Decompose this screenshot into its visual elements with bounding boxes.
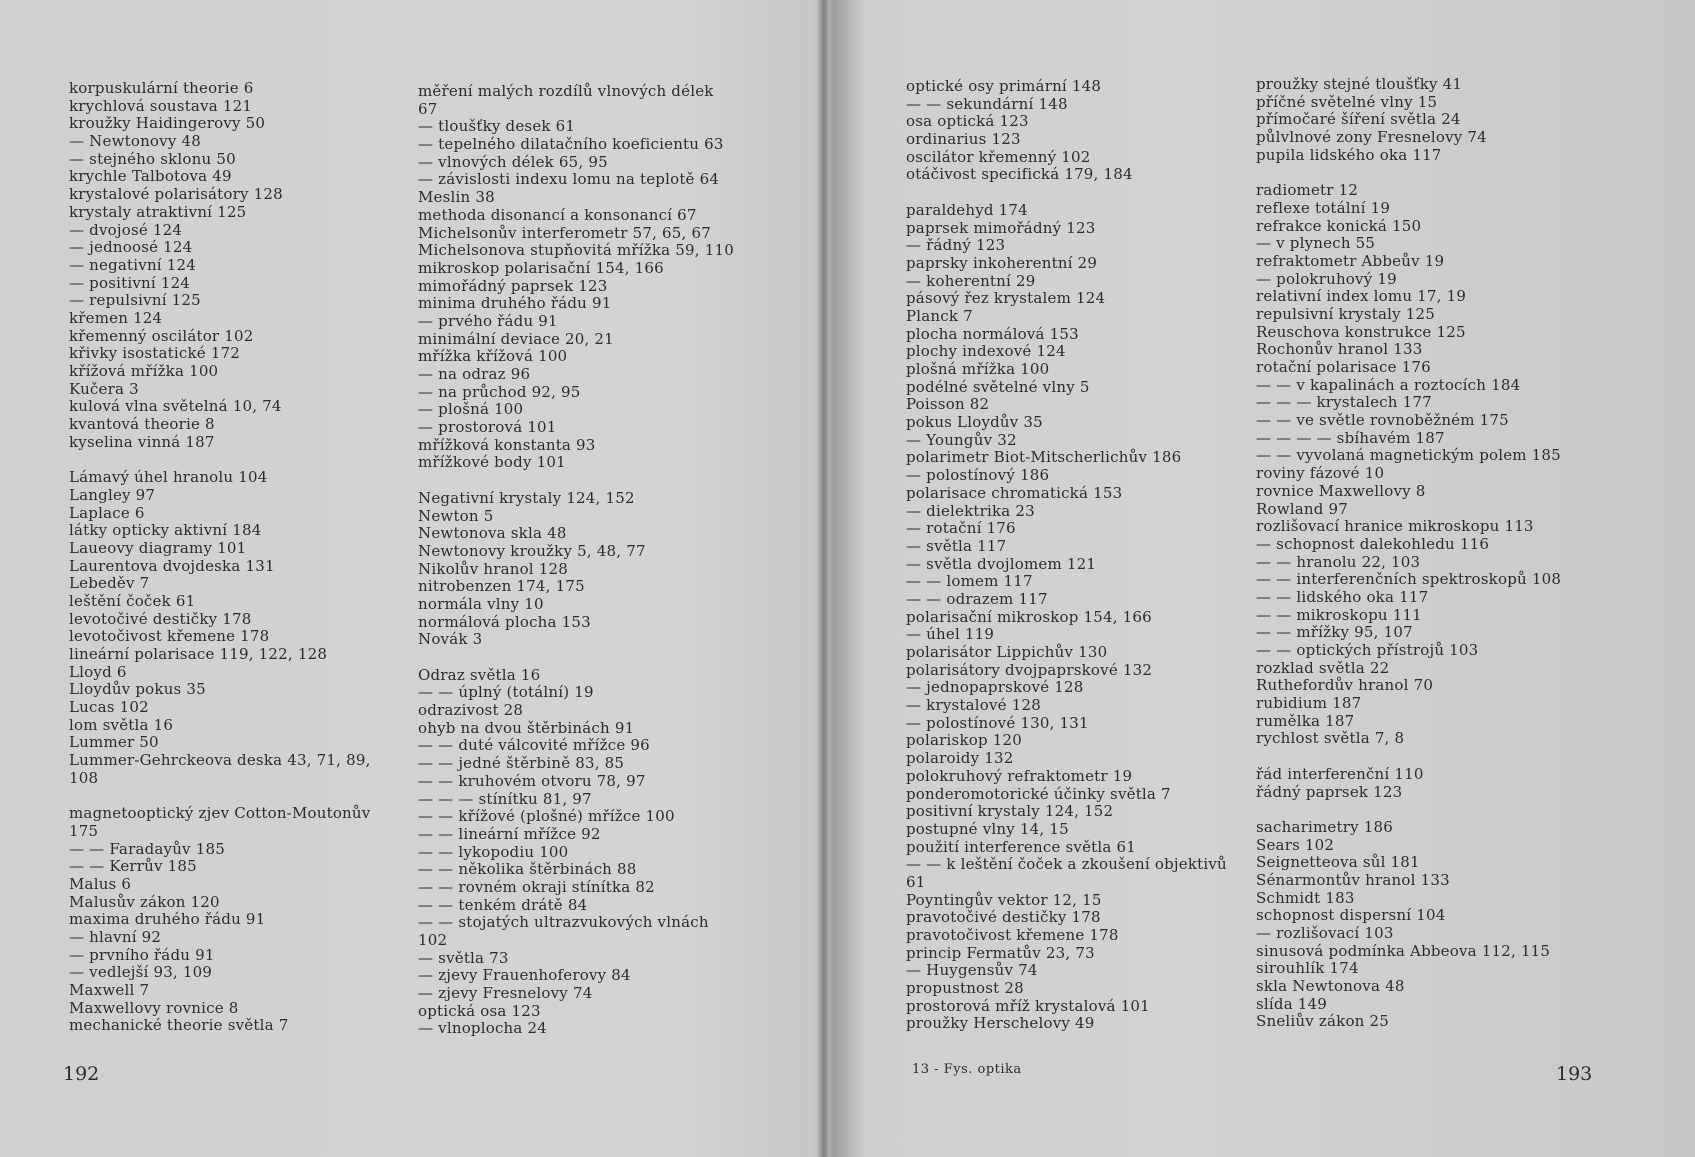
index-entry: Odraz světla 16 <box>418 665 541 684</box>
index-entry: rychlost světla 7, 8 <box>1256 729 1405 748</box>
index-entry: krystaly atraktivní 125 <box>69 202 247 221</box>
index-gap <box>1256 164 1561 182</box>
index-entry: — dielektrika 23 <box>906 501 1035 520</box>
index-entry: — schopnost dalekohledu 116 <box>1256 534 1490 553</box>
index-entry: minima druhého řádu 91 <box>418 294 612 313</box>
index-entry: — — interferenčních spektroskopů 108 <box>1256 570 1562 589</box>
index-entry: skla Newtonova 48 <box>1256 977 1405 996</box>
index-entry: Ruthefordův hranol 70 <box>1256 676 1434 695</box>
index-entry: normálová plocha 153 <box>418 612 591 631</box>
index-entry: rovnice Maxwellovy 8 <box>1256 481 1426 500</box>
index-entry: mřížka křížová 100 <box>418 347 568 366</box>
index-entry: použití interference světla 61 <box>906 837 1136 856</box>
index-entry: lom světla 16 <box>69 715 174 734</box>
index-entry: pokus Lloydův 35 <box>906 413 1043 432</box>
index-gap <box>906 184 1227 202</box>
index-entry: polarisační mikroskop 154, 166 <box>906 607 1152 626</box>
index-entry: Newtonovy kroužky 5, 48, 77 <box>418 541 646 560</box>
index-entry: Planck 7 <box>906 306 973 325</box>
index-entry: Maxwellovy rovnice 8 <box>69 998 239 1017</box>
index-entry: Laurentova dvojdeska 131 <box>69 556 275 575</box>
index-entry: Poisson 82 <box>906 395 990 414</box>
index-entry: pupila lidského oka 117 <box>1256 145 1442 164</box>
index-entry: — rozlišovací 103 <box>1256 924 1394 942</box>
index-entry: — polostínový 186 <box>906 466 1050 485</box>
index-entry: pásový řez krystalem 124 <box>906 289 1106 308</box>
index-entry: krychlová soustava 121 <box>69 96 253 115</box>
index-entry: — jednopaprskové 128 <box>906 678 1084 697</box>
index-entry: Langley 97 <box>69 485 156 504</box>
index-entry: ordinarius 123 <box>906 130 1021 149</box>
index-entry: — světla dvojlomem 121 <box>906 554 1097 573</box>
index-entry: princip Fermatův 23, 73 <box>906 943 1095 962</box>
index-entry: Negativní krystaly 124, 152 <box>418 488 635 507</box>
index-entry: Malusův zákon 120 <box>69 892 220 911</box>
right-page-number: 193 <box>1556 1063 1593 1085</box>
index-entry: korpuskulární theorie 6 <box>69 79 254 97</box>
index-entry: — polokruhový 19 <box>1256 269 1397 288</box>
index-entry: — dvojosé 124 <box>69 220 183 239</box>
index-entry: — — tenkém drátě 84 <box>418 895 588 914</box>
index-entry: — vlnových délek 65, 95 <box>418 152 608 171</box>
index-entry: Newtonova skla 48 <box>418 524 567 543</box>
index-entry: přímočaré šíření světla 24 <box>1256 110 1461 129</box>
index-entry: plochy indexové 124 <box>906 342 1066 361</box>
index-entry: — úhel 119 <box>906 625 995 644</box>
index-entry: — řádný 123 <box>906 236 1006 255</box>
book-gutter <box>818 0 830 1157</box>
index-entry: — — křížové (plošné) mřížce 100 <box>418 807 675 826</box>
index-gap <box>1256 801 1561 819</box>
index-entry: podélné světelné vlny 5 <box>906 377 1090 396</box>
index-entry: — — optických přístrojů 103 <box>1256 641 1479 659</box>
index-entry: — na průchod 92, 95 <box>418 382 581 401</box>
index-entry: — závislosti indexu lomu na teplotě 64 <box>418 170 720 189</box>
index-entry: — — lineární mřížce 92 <box>418 824 601 843</box>
index-entry: Meslin 38 <box>418 188 495 207</box>
index-entry: Malus 6 <box>69 874 132 893</box>
index-entry: rozklad světla 22 <box>1256 658 1390 677</box>
index-entry: — vlnoplocha 24 <box>418 1019 548 1038</box>
index-entry: kulová vlna světelná 10, 74 <box>69 397 282 416</box>
index-entry: normála vlny 10 <box>418 594 544 613</box>
index-gap <box>69 788 371 806</box>
index-entry: — hlavní 92 <box>69 928 162 946</box>
index-entry: polarisátory dvojpaprskové 132 <box>906 660 1153 679</box>
index-entry: mřížková konstanta 93 <box>418 435 596 454</box>
index-entry: postupné vlny 14, 15 <box>906 819 1069 838</box>
index-entry: polaroidy 132 <box>906 749 1014 768</box>
index-entry: prostorová mříž krystalová 101 <box>906 996 1150 1015</box>
index-entry: positivní krystaly 124, 152 <box>906 802 1114 821</box>
index-entry: Lloydův pokus 35 <box>69 680 206 699</box>
index-entry: Poyntingův vektor 12, 15 <box>906 890 1102 909</box>
index-entry: — tepelného dilatačního koeficientu 63 <box>418 135 724 154</box>
index-entry: Lummer-Gehrckeova deska 43, 71, 89, <box>69 751 371 770</box>
index-entry: polokruhový refraktometr 19 <box>906 766 1133 785</box>
right-page-footer: 13 - Fys. optika <box>912 1062 1022 1077</box>
index-entry: Rowland 97 <box>1256 499 1349 518</box>
index-entry: — — k leštění čoček a zkoušení objektivů <box>906 855 1227 874</box>
index-entry: — prvního řádu 91 <box>69 945 215 964</box>
index-entry: — repulsivní 125 <box>69 291 201 310</box>
index-entry: kvantová theorie 8 <box>69 415 215 434</box>
index-entry: methoda disonancí a konsonancí 67 <box>418 205 697 224</box>
index-entry: magnetooptický zjev Cotton-Moutonův <box>69 804 371 823</box>
index-entry: krystalové polarisátory 128 <box>69 185 283 204</box>
index-entry: — — ve světle rovnoběžném 175 <box>1256 411 1509 430</box>
index-entry: — — sekundární 148 <box>906 94 1068 113</box>
index-entry: — vedlejší 93, 109 <box>69 963 213 982</box>
index-entry: — prostorová 101 <box>418 418 557 437</box>
index-entry: — zjevy Fresnelovy 74 <box>418 984 593 1003</box>
index-entry: radiometr 12 <box>1256 181 1359 200</box>
index-entry: — — duté válcovité mřížce 96 <box>418 736 650 755</box>
index-entry: — světla 117 <box>906 536 1007 555</box>
index-entry: křížová mřížka 100 <box>69 362 219 380</box>
index-entry: — krystalové 128 <box>906 696 1041 715</box>
index-entry: pravotočivost křemene 178 <box>906 926 1119 944</box>
index-entry: otáčivost specifická 179, 184 <box>906 165 1133 184</box>
index-entry: ohyb na dvou štěrbinách 91 <box>418 718 635 737</box>
index-column-1 <box>69 80 371 1035</box>
index-entry: Sénarmontův hranol 133 <box>1256 870 1450 889</box>
index-entry: sacharimetry 186 <box>1256 817 1393 836</box>
index-entry: křemenný oscilátor 102 <box>69 326 254 345</box>
index-entry: reflexe totální 19 <box>1256 198 1391 217</box>
index-entry: — světla 73 <box>418 948 509 967</box>
index-entry: Laplace 6 <box>69 503 145 522</box>
index-entry: kroužky Haidingerovy 50 <box>69 114 266 133</box>
index-entry: — prvého řádu 91 <box>418 311 558 330</box>
index-entry: nitrobenzen 174, 175 <box>418 577 585 596</box>
index-entry: — Newtonovy 48 <box>69 132 201 151</box>
index-entry: sirouhlík 174 <box>1256 959 1359 978</box>
index-entry: — na odraz 96 <box>418 365 531 383</box>
index-entry: — Youngův 32 <box>906 430 1017 449</box>
index-column-2 <box>418 83 734 1038</box>
index-entry: polarisátor Lippichův 130 <box>906 643 1108 661</box>
index-entry: osa optická 123 <box>906 112 1029 131</box>
index-entry: rozlišovací hranice mikroskopu 113 <box>1256 517 1534 536</box>
index-entry: Lucas 102 <box>69 698 149 717</box>
index-entry: příčné světelné vlny 15 <box>1256 92 1438 111</box>
index-entry: — — lomem 117 <box>906 572 1033 591</box>
index-entry: — — lykopodiu 100 <box>418 842 569 861</box>
index-entry: mechanické theorie světla 7 <box>69 1016 289 1035</box>
index-entry: levotočivost křemene 178 <box>69 627 270 646</box>
index-entry: plocha normálová 153 <box>906 324 1079 343</box>
index-entry: 102 <box>418 931 448 949</box>
index-entry: Sneliův zákon 25 <box>1256 1012 1389 1031</box>
index-entry: — polostínové 130, 131 <box>906 713 1089 732</box>
index-entry: — Huygensův 74 <box>906 961 1038 980</box>
index-entry: — — mřížky 95, 107 <box>1256 623 1413 642</box>
index-entry: mikroskop polarisační 154, 166 <box>418 258 664 277</box>
index-entry: rubidium 187 <box>1256 694 1362 713</box>
index-entry: — — — krystalech 177 <box>1256 393 1432 412</box>
index-entry: — v plynech 55 <box>1256 234 1376 253</box>
index-entry: — koherentní 29 <box>906 271 1036 290</box>
index-entry: Sears 102 <box>1256 835 1335 854</box>
index-entry: měření malých rozdílů vlnových délek <box>418 82 714 100</box>
index-entry: řád interferenční 110 <box>1256 764 1424 783</box>
index-entry: Lámavý úhel hranolu 104 <box>69 468 268 487</box>
index-entry: — — — — sbíhavém 187 <box>1256 428 1445 447</box>
index-entry: leštění čoček 61 <box>69 591 196 610</box>
index-entry: 175 <box>69 821 99 840</box>
index-entry: — rotační 176 <box>906 519 1016 538</box>
index-entry: refraktometr Abbeův 19 <box>1256 251 1445 270</box>
index-entry: rumělka 187 <box>1256 711 1355 730</box>
index-entry: repulsivní krystaly 125 <box>1256 304 1435 323</box>
index-entry: minimální deviace 20, 21 <box>418 329 614 348</box>
index-entry: Nikolův hranol 128 <box>418 559 569 578</box>
index-entry: Novák 3 <box>418 630 483 649</box>
index-entry: — — odrazem 117 <box>906 589 1048 608</box>
index-entry: 61 <box>906 872 926 891</box>
index-gap <box>1256 748 1561 766</box>
index-column-3 <box>906 78 1227 1033</box>
index-entry: slída 149 <box>1256 994 1328 1013</box>
index-entry: — — kruhovém otvoru 78, 97 <box>418 771 646 790</box>
index-entry: propustnost 28 <box>906 979 1024 998</box>
index-entry: Rochonův hranol 133 <box>1256 340 1423 359</box>
index-entry: proužky Herschelovy 49 <box>906 1014 1095 1033</box>
index-entry: paprsky inkoherentní 29 <box>906 253 1098 272</box>
index-entry: — tloušťky desek 61 <box>418 117 576 136</box>
index-entry: — — lidského oka 117 <box>1256 587 1429 606</box>
index-entry: plošná mřížka 100 <box>906 360 1050 378</box>
index-entry: optické osy primární 148 <box>906 77 1102 95</box>
index-entry: — positivní 124 <box>69 273 191 292</box>
index-entry: — — úplný (totální) 19 <box>418 683 594 702</box>
index-entry: — — v kapalinách a roztocích 184 <box>1256 375 1521 394</box>
index-entry: refrakce konická 150 <box>1256 216 1422 235</box>
index-entry: pravotočivé destičky 178 <box>906 908 1101 927</box>
index-gap <box>418 649 734 667</box>
index-entry: Newton 5 <box>418 506 494 525</box>
index-entry: — — mikroskopu 111 <box>1256 605 1422 624</box>
index-entry: půlvlnové zony Fresnelovy 74 <box>1256 128 1487 147</box>
index-entry: křemen 124 <box>69 308 163 327</box>
index-entry: sinusová podmínka Abbeova 112, 115 <box>1256 941 1551 960</box>
index-entry: ponderomotorické účinky světla 7 <box>906 784 1171 803</box>
index-entry: — — stojatých ultrazvukových vlnách <box>418 913 709 932</box>
index-entry: polarimetr Biot-Mitscherlichův 186 <box>906 448 1182 467</box>
index-entry: rotační polarisace 176 <box>1256 358 1431 376</box>
index-entry: schopnost dispersní 104 <box>1256 906 1446 925</box>
index-entry: křivky isostatické 172 <box>69 344 241 363</box>
index-entry: oscilátor křemenný 102 <box>906 147 1091 166</box>
index-entry: polariskop 120 <box>906 731 1022 750</box>
index-entry: 67 <box>418 99 438 118</box>
index-entry: Maxwell 7 <box>69 981 150 1000</box>
index-entry: — — jedné štěrbině 83, 85 <box>418 754 625 773</box>
index-entry: Michelsonův interferometr 57, 65, 67 <box>418 223 711 242</box>
index-entry: mimořádný paprsek 123 <box>418 276 608 295</box>
index-entry: — zjevy Frauenhoferovy 84 <box>418 966 631 985</box>
index-entry: — — několika štěrbinách 88 <box>418 860 637 879</box>
index-entry: látky opticky aktivní 184 <box>69 521 262 540</box>
index-gap <box>418 472 734 490</box>
index-entry: — plošná 100 <box>418 400 524 419</box>
index-entry: mřížkové body 101 <box>418 453 566 472</box>
index-entry: — negativní 124 <box>69 255 197 274</box>
index-entry: levotočivé destičky 178 <box>69 609 252 628</box>
index-entry: — — rovném okraji stínítka 82 <box>418 877 655 896</box>
index-entry: — — hranolu 22, 103 <box>1256 552 1421 571</box>
index-entry: maxima druhého řádu 91 <box>69 910 266 929</box>
index-gap <box>69 451 371 469</box>
index-entry: řádný paprsek 123 <box>1256 782 1403 801</box>
index-entry: 108 <box>69 768 99 787</box>
index-entry: kyselina vinná 187 <box>69 432 215 451</box>
index-entry: — — Kerrův 185 <box>69 857 197 876</box>
index-column-4 <box>1256 76 1561 1031</box>
index-entry: Lummer 50 <box>69 733 159 752</box>
index-entry: Seignetteova sůl 181 <box>1256 853 1420 872</box>
index-entry: paraldehyd 174 <box>906 200 1028 219</box>
index-entry: Reuschova konstrukce 125 <box>1256 322 1466 341</box>
index-entry: polarisace chromatická 153 <box>906 483 1123 502</box>
index-entry: lineární polarisace 119, 122, 128 <box>69 645 328 663</box>
index-entry: krychle Talbotova 49 <box>69 167 232 186</box>
index-entry: — jednoosé 124 <box>69 238 193 257</box>
index-entry: Schmidt 183 <box>1256 888 1355 907</box>
index-entry: paprsek mimořádný 123 <box>906 218 1096 237</box>
index-entry: relativní index lomu 17, 19 <box>1256 287 1467 306</box>
index-entry: optická osa 123 <box>418 1001 541 1020</box>
index-entry: — stejného sklonu 50 <box>69 149 236 168</box>
index-entry: Lebeděv 7 <box>69 574 150 593</box>
index-entry: Michelsonova stupňovitá mřížka 59, 110 <box>418 241 734 260</box>
index-entry: — — vyvolaná magnetickým polem 185 <box>1256 446 1561 465</box>
index-entry: Laueovy diagramy 101 <box>69 538 247 557</box>
index-entry: — — — stínítku 81, 97 <box>418 789 592 808</box>
index-entry: Kučera 3 <box>69 379 139 398</box>
left-page-number: 192 <box>63 1063 100 1085</box>
index-entry: odrazivost 28 <box>418 701 524 720</box>
index-entry: roviny fázové 10 <box>1256 464 1385 483</box>
index-entry: proužky stejné tloušťky 41 <box>1256 75 1463 93</box>
index-entry: Lloyd 6 <box>69 662 127 681</box>
index-entry: — — Faradayův 185 <box>69 839 225 858</box>
